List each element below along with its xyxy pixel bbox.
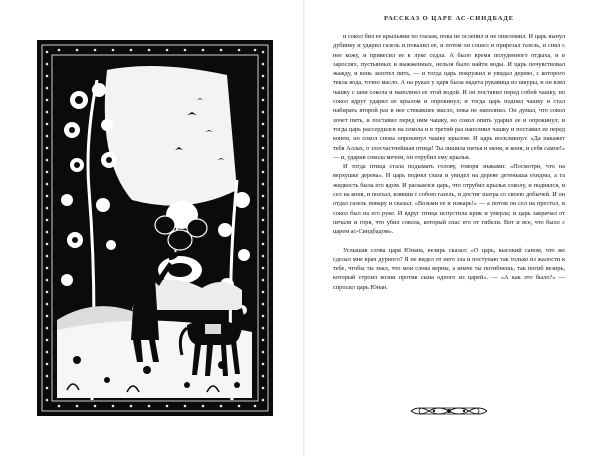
illustration-king-and-falcon: [37, 40, 273, 416]
text-block: [333, 32, 565, 292]
paragraph: И тогда птица стала подымать голову, говоря знаками: «Посмотри, что на верхушке дерева». И царь поднял глаза и увидел на дереве детеныша ехидны, а та жидкость была его ядом. И раскаялся царь, что отрубил крылья соколу, и поднялся, и сел на коня, и поехал, взявши с собою газель, и достиг шатра со своею добычей. И он отдал газель повару и сказал: «Возьми ее и изжарь!» — а потом он сел на престол, и сокол был на его руке. И вдруг птица испустила крик и умерла; и царь закричал от печали и горя, что убил сокола, который спас его от гибели. Вот и все, что было с царем ас-Синдбадом».: [333, 163, 565, 236]
illustration-plate: [37, 40, 273, 416]
page-fold: [303, 0, 305, 456]
paragraph: Услышав слова царя Юнана, везирь сказал: «О царь, высокий саном, что же сделал мне врач дурного? Я не видел от него зла и поступаю так только из жалости к тебе, чтобы ты знал, что мои слова верны, а иначе ты погибнешь, так погиб везирь, который строил козни против сына одного из царей». — «А как это было?» — спросил царь Юнан.: [333, 246, 565, 291]
running-head: РАССКАЗ О ЦАРЕ АС-СИНДБАДЕ: [384, 15, 514, 22]
paragraph: и сокол бил ее крыльями по глазам, пока не ослепил и не ошеломил. И царь вынул дубинку и ударил газель и повалил ее, и потом он сошел и прирезал газель, и снял с нее кожу, и привесил ее к луке седла. А было время полуденного отдыха, и в зарослях, пустынных и выжженных, нельзя было найти воды. И царь почувствовал жажду, и конь захотел пить, — и тогда царь покружил и увидал дерево, с которого текла вода, точно масло. А на руках у царя была надета рукавица из шкуры, и он взял чашку с шеи сокола и наполнил ее этой водой. И он поставил перед собой чашку, но сокол вдруг ударил ее крылом и опрокинул; и тогда царь поднял чашку и стал набирать второй раз в нее стекавшее масло, пока не наполнил. Он думал, что сокол хочет пить, и поставил перед ним чашку, но сокол опять ударил ее и опрокинул; и тогда царь рассердился на сокола и в третий раз наполнил чашку и поставил ее перед конем, но сокол снова опрокинул чашку крылом. И царь воскликнул: «Да накажет тебя Аллах, о злосчастнейшая птица! Ты лишила питья и меня, и коня, и себя самое!» — и, ударив сокола мечом, он отрубил ему крылья.: [333, 33, 565, 161]
chapter-end-ornament: [409, 404, 489, 418]
